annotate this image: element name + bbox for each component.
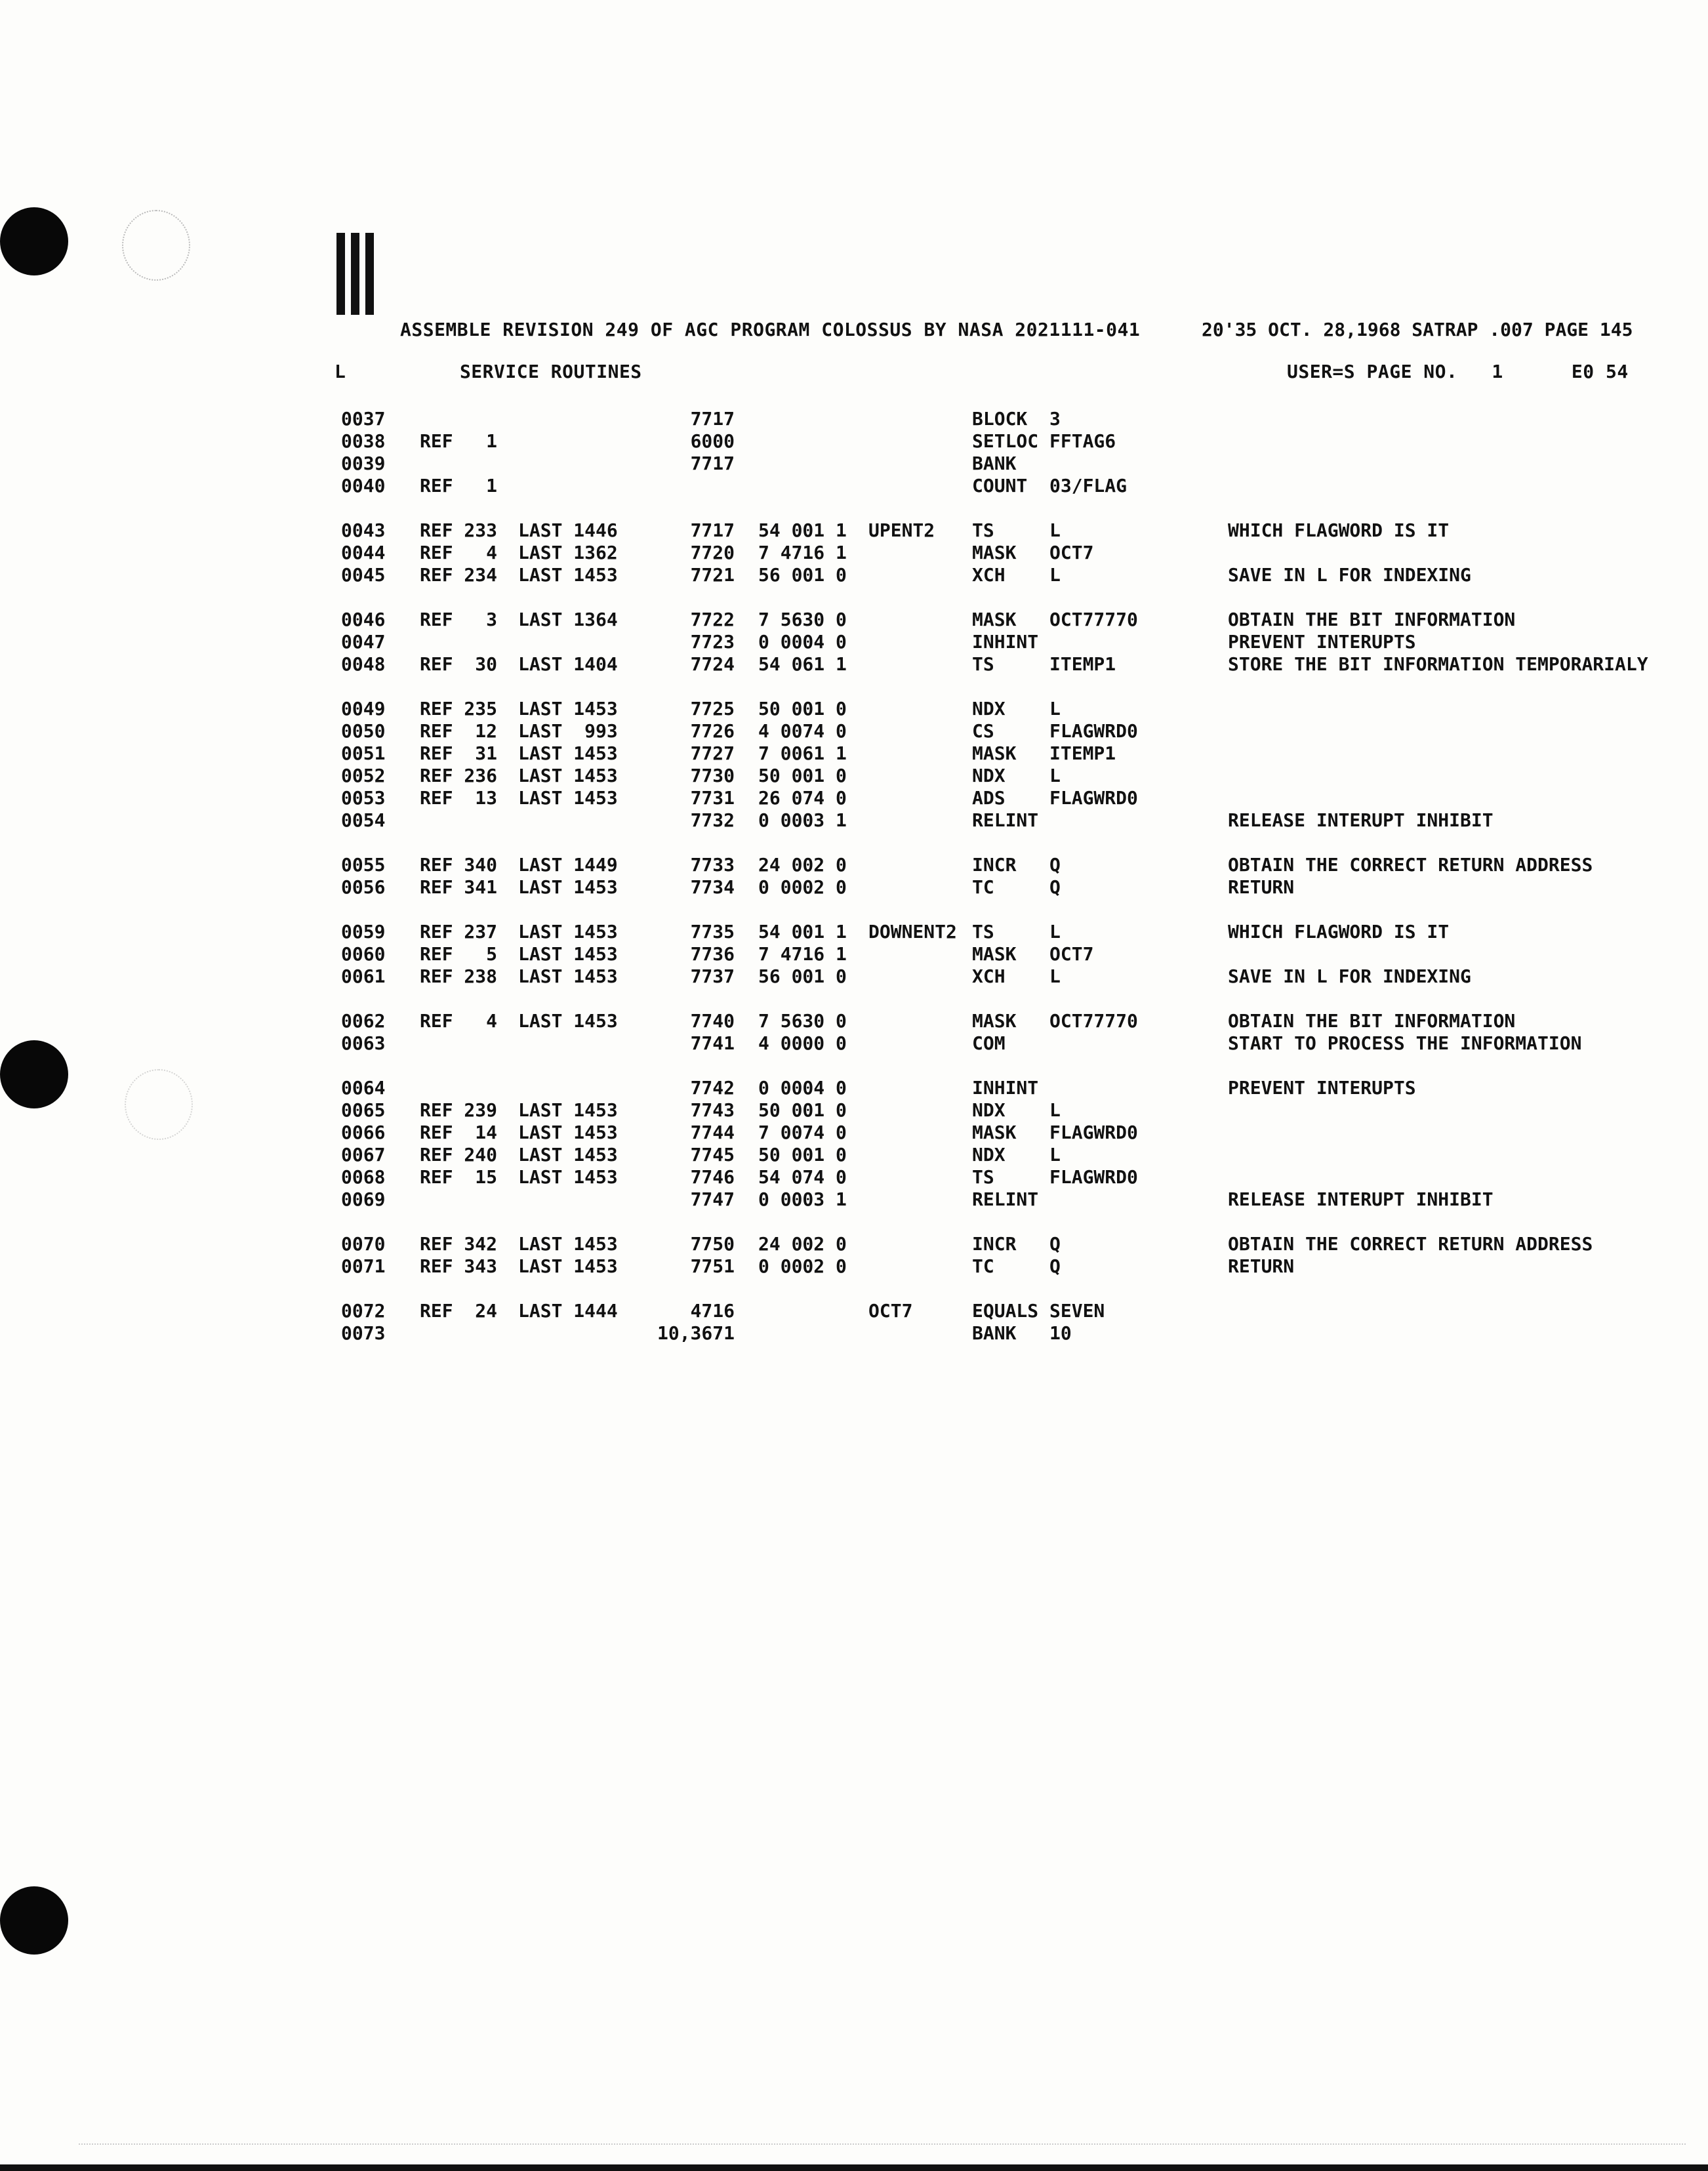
opcode: ADS [972, 787, 1006, 809]
listing-row [0, 430, 1708, 453]
line-number: 0038 [341, 430, 386, 452]
object-code: 50 001 0 [758, 698, 847, 720]
line-number: 0073 [341, 1322, 386, 1344]
object-code: 50 001 0 [758, 1144, 847, 1166]
ref-count: REF 342 [420, 1233, 498, 1255]
object-code: 7 5630 0 [758, 609, 847, 630]
listing-row [0, 787, 1708, 809]
object-code: 7 4716 1 [758, 542, 847, 563]
listing-row [0, 965, 1708, 988]
last-ref: LAST 1453 [518, 1122, 618, 1143]
opcode: TS [972, 1166, 994, 1188]
last-ref: LAST 1364 [518, 609, 618, 630]
comment: SAVE IN L FOR INDEXING [1228, 965, 1471, 987]
operand: L [1049, 1099, 1061, 1121]
address: 7730 [690, 765, 735, 786]
listing-row [0, 1300, 1708, 1322]
listing-row [0, 1233, 1708, 1255]
last-ref: LAST 1453 [518, 1144, 618, 1166]
opcode: MASK [972, 742, 1017, 764]
barcode-mark [336, 233, 376, 315]
opcode: MASK [972, 542, 1017, 563]
comment: STORE THE BIT INFORMATION TEMPORARIALY [1228, 653, 1648, 675]
line-number: 0055 [341, 854, 386, 876]
operand: ITEMP1 [1049, 653, 1116, 675]
operand: Q [1049, 1255, 1061, 1277]
listing-row [0, 475, 1708, 497]
section-header [335, 361, 642, 382]
operand: ITEMP1 [1049, 742, 1116, 764]
opcode: INHINT [972, 631, 1039, 653]
operand: L [1049, 519, 1061, 541]
object-code: 7 0074 0 [758, 1122, 847, 1143]
operand: 10 [1049, 1322, 1072, 1344]
operand: 03/FLAG [1049, 475, 1128, 497]
object-code: 0 0004 0 [758, 1077, 847, 1099]
comment: PREVENT INTERUPTS [1228, 631, 1416, 653]
symbol-label: OCT7 [868, 1300, 913, 1322]
binder-hole-ghost-top [122, 210, 190, 281]
address: 7724 [690, 653, 735, 675]
ref-count: REF 236 [420, 765, 498, 786]
address: 7746 [690, 1166, 735, 1188]
listing-row [0, 653, 1708, 676]
line-number: 0063 [341, 1032, 386, 1054]
listing-row [0, 1255, 1708, 1278]
object-code: 54 001 1 [758, 519, 847, 541]
ref-count: REF 343 [420, 1255, 498, 1277]
opcode: MASK [972, 1122, 1017, 1143]
operand: L [1049, 765, 1061, 786]
line-number: 0051 [341, 742, 386, 764]
operand: L [1049, 1144, 1061, 1166]
opcode: NDX [972, 1099, 1006, 1121]
ref-count: REF 3 [420, 609, 498, 630]
opcode: RELINT [972, 1188, 1039, 1210]
address: 7734 [690, 876, 735, 898]
address: 7733 [690, 854, 735, 876]
last-ref: LAST 1453 [518, 787, 618, 809]
opcode: BANK [972, 453, 1017, 474]
address: 7750 [690, 1233, 735, 1255]
line-number: 0072 [341, 1300, 386, 1322]
listing-row [0, 921, 1708, 943]
operand: OCT77770 [1049, 609, 1138, 630]
object-code: 0 0003 1 [758, 809, 847, 831]
ref-count: REF 4 [420, 1010, 498, 1032]
address: 7735 [690, 921, 735, 943]
operand: FFTAG6 [1049, 430, 1116, 452]
line-number: 0062 [341, 1010, 386, 1032]
last-ref: LAST 1453 [518, 943, 618, 965]
object-code: 54 001 1 [758, 921, 847, 943]
scan-bottom-edge [0, 2164, 1708, 2171]
line-number: 0047 [341, 631, 386, 653]
listing-row [0, 943, 1708, 965]
line-number: 0064 [341, 1077, 386, 1099]
operand: OCT7 [1049, 542, 1094, 563]
opcode: COM [972, 1032, 1006, 1054]
operand: SEVEN [1049, 1300, 1105, 1322]
last-ref: LAST 1453 [518, 1010, 618, 1032]
address: 7722 [690, 609, 735, 630]
opcode: TS [972, 921, 994, 943]
opcode: BLOCK [972, 408, 1028, 430]
address: 7732 [690, 809, 735, 831]
object-code: 7 0061 1 [758, 742, 847, 764]
ref-count: REF 15 [420, 1166, 498, 1188]
line-number: 0048 [341, 653, 386, 675]
ref-count: REF 12 [420, 720, 498, 742]
ref-count: REF 235 [420, 698, 498, 720]
operand: Q [1049, 876, 1061, 898]
line-number: 0071 [341, 1255, 386, 1277]
opcode: INHINT [972, 1077, 1039, 1099]
opcode: INCR [972, 854, 1017, 876]
address: 7740 [690, 1010, 735, 1032]
binder-hole-bottom [0, 1886, 68, 1955]
object-code: 7 5630 0 [758, 1010, 847, 1032]
last-ref: LAST 1404 [518, 653, 618, 675]
address: 6000 [690, 430, 735, 452]
opcode: RELINT [972, 809, 1039, 831]
line-number: 0043 [341, 519, 386, 541]
line-number: 0049 [341, 698, 386, 720]
address: 7721 [690, 564, 735, 586]
operand: 3 [1049, 408, 1061, 430]
line-number: 0066 [341, 1122, 386, 1143]
listing-row [0, 408, 1708, 430]
line-number: 0045 [341, 564, 386, 586]
ref-count: REF 4 [420, 542, 498, 563]
line-number: 0068 [341, 1166, 386, 1188]
operand: FLAGWRD0 [1049, 1122, 1138, 1143]
last-ref: LAST 1453 [518, 1166, 618, 1188]
line-number: 0065 [341, 1099, 386, 1121]
operand: Q [1049, 1233, 1061, 1255]
last-ref: LAST 993 [518, 720, 618, 742]
listing-row [0, 542, 1708, 564]
line-number: 0054 [341, 809, 386, 831]
last-ref: LAST 1453 [518, 1255, 618, 1277]
address: 4716 [690, 1300, 735, 1322]
scan-edge-dots [79, 2143, 1686, 2146]
address: 7727 [690, 742, 735, 764]
last-ref: LAST 1453 [518, 1233, 618, 1255]
address: 7717 [690, 519, 735, 541]
opcode: TC [972, 876, 994, 898]
object-code: 54 074 0 [758, 1166, 847, 1188]
object-code: 0 0003 1 [758, 1188, 847, 1210]
listing-row [0, 564, 1708, 586]
object-code: 4 0074 0 [758, 720, 847, 742]
listing-row [0, 453, 1708, 475]
listing-row [0, 809, 1708, 832]
line-number: 0039 [341, 453, 386, 474]
line-number: 0056 [341, 876, 386, 898]
opcode: MASK [972, 1010, 1017, 1032]
line-number: 0061 [341, 965, 386, 987]
address: 7720 [690, 542, 735, 563]
listing-row [0, 1122, 1708, 1144]
address: 7717 [690, 408, 735, 430]
comment: RETURN [1228, 876, 1295, 898]
line-number: 0070 [341, 1233, 386, 1255]
address: 7743 [690, 1099, 735, 1121]
symbol-label: DOWNENT2 [868, 921, 957, 943]
address: 7751 [690, 1255, 735, 1277]
operand: L [1049, 921, 1061, 943]
comment: START TO PROCESS THE INFORMATION [1228, 1032, 1582, 1054]
listing-row [0, 1010, 1708, 1032]
opcode: CS [972, 720, 994, 742]
ref-count: REF 237 [420, 921, 498, 943]
ref-count: REF 31 [420, 742, 498, 764]
last-ref: LAST 1444 [518, 1300, 618, 1322]
listing-row [0, 519, 1708, 542]
opcode: XCH [972, 965, 1006, 987]
opcode: BANK [972, 1322, 1017, 1344]
operand: L [1049, 564, 1061, 586]
opcode: NDX [972, 1144, 1006, 1166]
opcode: NDX [972, 698, 1006, 720]
last-ref: LAST 1449 [518, 854, 618, 876]
comment: WHICH FLAGWORD IS IT [1228, 921, 1450, 943]
last-ref: LAST 1362 [518, 542, 618, 563]
line-number: 0052 [341, 765, 386, 786]
line-number: 0046 [341, 609, 386, 630]
line-number: 0053 [341, 787, 386, 809]
opcode: TS [972, 519, 994, 541]
object-code: 24 002 0 [758, 1233, 847, 1255]
opcode: SETLOC [972, 430, 1039, 452]
line-number: 0040 [341, 475, 386, 497]
address: 10,3671 [657, 1322, 735, 1344]
ref-count: REF 239 [420, 1099, 498, 1121]
opcode: COUNT [972, 475, 1028, 497]
address: 7737 [690, 965, 735, 987]
operand: OCT7 [1049, 943, 1094, 965]
opcode: MASK [972, 609, 1017, 630]
operand: L [1049, 965, 1061, 987]
ref-count: REF 1 [420, 430, 498, 452]
line-number: 0044 [341, 542, 386, 563]
listing-row [0, 631, 1708, 653]
comment: SAVE IN L FOR INDEXING [1228, 564, 1471, 586]
last-ref: LAST 1446 [518, 519, 618, 541]
last-ref: LAST 1453 [518, 698, 618, 720]
ref-count: REF 5 [420, 943, 498, 965]
ref-count: REF 341 [420, 876, 498, 898]
operand: FLAGWRD0 [1049, 720, 1138, 742]
last-ref: LAST 1453 [518, 564, 618, 586]
listing-row [0, 1144, 1708, 1166]
object-code: 56 001 0 [758, 564, 847, 586]
address: 7745 [690, 1144, 735, 1166]
opcode: EQUALS [972, 1300, 1039, 1322]
listing-row [0, 609, 1708, 631]
user-page-number: USER=S PAGE NO. 1 E0 54 [1287, 361, 1629, 382]
listing-row [0, 698, 1708, 720]
ref-count: REF 233 [420, 519, 498, 541]
line-number: 0059 [341, 921, 386, 943]
listing-row [0, 1032, 1708, 1055]
line-number: 0037 [341, 408, 386, 430]
comment: OBTAIN THE BIT INFORMATION [1228, 1010, 1516, 1032]
object-code: 4 0000 0 [758, 1032, 847, 1054]
ref-count: REF 1 [420, 475, 498, 497]
comment: OBTAIN THE CORRECT RETURN ADDRESS [1228, 854, 1593, 876]
address: 7747 [690, 1188, 735, 1210]
listing-row [0, 742, 1708, 765]
address: 7741 [690, 1032, 735, 1054]
listing-row [0, 854, 1708, 876]
object-code: 50 001 0 [758, 1099, 847, 1121]
address: 7723 [690, 631, 735, 653]
object-code: 50 001 0 [758, 765, 847, 786]
address: 7744 [690, 1122, 735, 1143]
operand: FLAGWRD0 [1049, 1166, 1138, 1188]
last-ref: LAST 1453 [518, 921, 618, 943]
listing-row [0, 765, 1708, 787]
operand: OCT77770 [1049, 1010, 1138, 1032]
object-code: 54 061 1 [758, 653, 847, 675]
listing-row [0, 1077, 1708, 1099]
opcode: TS [972, 653, 994, 675]
address: 7726 [690, 720, 735, 742]
listing-row [0, 1322, 1708, 1345]
comment: RETURN [1228, 1255, 1295, 1277]
last-ref: LAST 1453 [518, 876, 618, 898]
listing-row [0, 1166, 1708, 1188]
ref-count: REF 13 [420, 787, 498, 809]
object-code: 24 002 0 [758, 854, 847, 876]
opcode: TC [972, 1255, 994, 1277]
ref-count: REF 30 [420, 653, 498, 675]
last-ref: LAST 1453 [518, 1099, 618, 1121]
object-code: 7 4716 1 [758, 943, 847, 965]
line-number: 0069 [341, 1188, 386, 1210]
operand: Q [1049, 854, 1061, 876]
operand: FLAGWRD0 [1049, 787, 1138, 809]
listing-header: ASSEMBLE REVISION 249 OF AGC PROGRAM COLOSSUS BY NASA 2021111-041 [400, 319, 1141, 340]
object-code: 0 0004 0 [758, 631, 847, 653]
last-ref: LAST 1453 [518, 742, 618, 764]
opcode: XCH [972, 564, 1006, 586]
last-ref: LAST 1453 [518, 765, 618, 786]
listing-row [0, 720, 1708, 742]
listing-date-page: 20'35 OCT. 28,1968 SATRAP .007 PAGE 145 [1202, 319, 1633, 340]
opcode: NDX [972, 765, 1006, 786]
ref-count: REF 340 [420, 854, 498, 876]
line-number: 0060 [341, 943, 386, 965]
opcode: INCR [972, 1233, 1017, 1255]
comment: OBTAIN THE BIT INFORMATION [1228, 609, 1516, 630]
address: 7742 [690, 1077, 735, 1099]
object-code: 56 001 0 [758, 965, 847, 987]
ref-count: REF 240 [420, 1144, 498, 1166]
line-number: 0067 [341, 1144, 386, 1166]
operand: L [1049, 698, 1061, 720]
listing-row [0, 1188, 1708, 1211]
address: 7717 [690, 453, 735, 474]
comment: WHICH FLAGWORD IS IT [1228, 519, 1450, 541]
object-code: 26 074 0 [758, 787, 847, 809]
comment: RELEASE INTERUPT INHIBIT [1228, 809, 1494, 831]
comment: RELEASE INTERUPT INHIBIT [1228, 1188, 1494, 1210]
comment: PREVENT INTERUPTS [1228, 1077, 1416, 1099]
listing-row [0, 876, 1708, 899]
last-ref: LAST 1453 [518, 965, 618, 987]
address: 7725 [690, 698, 735, 720]
section-title: SERVICE ROUTINES [459, 361, 642, 382]
ref-count: REF 238 [420, 965, 498, 987]
object-code: 0 0002 0 [758, 1255, 847, 1277]
address: 7736 [690, 943, 735, 965]
ref-count: REF 234 [420, 564, 498, 586]
section-marker: L [335, 361, 346, 382]
symbol-label: UPENT2 [868, 519, 935, 541]
binder-hole-top [0, 207, 68, 275]
line-number: 0050 [341, 720, 386, 742]
ref-count: REF 24 [420, 1300, 498, 1322]
object-code: 0 0002 0 [758, 876, 847, 898]
address: 7731 [690, 787, 735, 809]
opcode: MASK [972, 943, 1017, 965]
ref-count: REF 14 [420, 1122, 498, 1143]
listing-row [0, 1099, 1708, 1122]
comment: OBTAIN THE CORRECT RETURN ADDRESS [1228, 1233, 1593, 1255]
